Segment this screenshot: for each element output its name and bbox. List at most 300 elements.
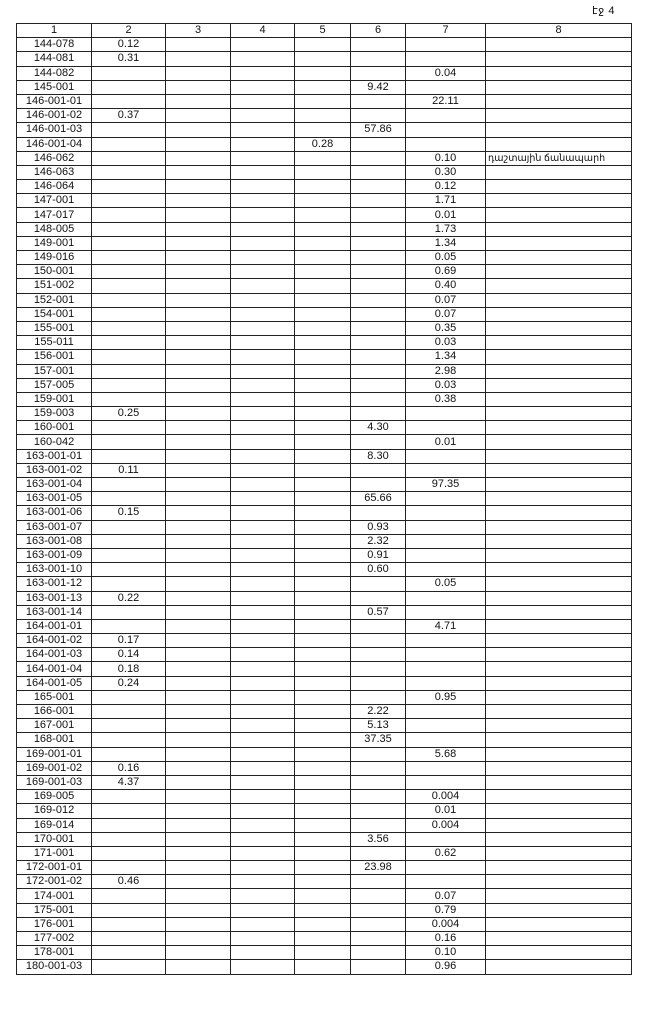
value-cell — [486, 903, 632, 917]
value-cell — [166, 407, 231, 421]
value-cell — [486, 733, 632, 747]
value-cell — [231, 790, 295, 804]
table-row — [17, 392, 632, 406]
value-cell: 0.91 — [351, 548, 406, 562]
parcel-code-cell: 163-001-06 — [17, 506, 92, 520]
value-cell — [486, 38, 632, 52]
value-cell — [486, 648, 632, 662]
value-cell — [92, 846, 166, 860]
value-cell — [295, 38, 351, 52]
value-cell — [166, 336, 231, 350]
value-cell — [295, 705, 351, 719]
parcel-code-cell: 178-001 — [17, 946, 92, 960]
value-cell — [351, 747, 406, 761]
value-cell — [295, 960, 351, 974]
value-cell — [486, 435, 632, 449]
value-cell — [486, 605, 632, 619]
value-cell — [295, 279, 351, 293]
value-cell — [351, 265, 406, 279]
table-row — [17, 591, 632, 605]
value-cell — [166, 733, 231, 747]
value-cell — [351, 506, 406, 520]
value-cell — [92, 619, 166, 633]
value-cell — [486, 293, 632, 307]
value-cell: 4.30 — [351, 421, 406, 435]
value-cell — [351, 208, 406, 222]
parcel-code-cell: 163-001-08 — [17, 534, 92, 548]
value-cell — [295, 563, 351, 577]
value-cell — [486, 137, 632, 151]
value-cell — [92, 719, 166, 733]
value-cell — [166, 463, 231, 477]
value-cell — [92, 449, 166, 463]
value-cell — [406, 38, 486, 52]
value-cell — [166, 236, 231, 250]
value-cell — [231, 747, 295, 761]
value-cell — [295, 520, 351, 534]
value-cell — [486, 775, 632, 789]
value-cell — [486, 563, 632, 577]
parcel-code-cell: 146-063 — [17, 165, 92, 179]
parcel-code-cell: 146-064 — [17, 180, 92, 194]
value-cell — [295, 506, 351, 520]
value-cell — [295, 775, 351, 789]
value-cell — [295, 818, 351, 832]
value-cell — [486, 804, 632, 818]
value-cell — [295, 861, 351, 875]
value-cell — [295, 832, 351, 846]
value-cell: 0.96 — [406, 960, 486, 974]
parcel-code-cell: 144-078 — [17, 38, 92, 52]
value-cell — [351, 804, 406, 818]
table-row — [17, 492, 632, 506]
value-cell: 5.13 — [351, 719, 406, 733]
value-cell — [486, 932, 632, 946]
value-cell — [166, 151, 231, 165]
value-cell — [351, 194, 406, 208]
value-cell — [231, 137, 295, 151]
value-cell — [351, 165, 406, 179]
value-cell — [166, 577, 231, 591]
value-cell — [486, 463, 632, 477]
value-cell — [166, 832, 231, 846]
value-cell — [295, 761, 351, 775]
value-cell — [166, 932, 231, 946]
value-cell — [295, 846, 351, 860]
table-row — [17, 208, 632, 222]
value-cell: 0.22 — [92, 591, 166, 605]
value-cell — [92, 222, 166, 236]
value-cell — [486, 534, 632, 548]
value-cell — [92, 94, 166, 108]
value-cell — [295, 591, 351, 605]
value-cell — [351, 392, 406, 406]
value-cell — [166, 520, 231, 534]
value-cell — [166, 605, 231, 619]
column-header: 2 — [92, 24, 166, 38]
parcel-code-cell: 155-001 — [17, 321, 92, 335]
value-cell — [92, 492, 166, 506]
value-cell — [166, 591, 231, 605]
table-row — [17, 534, 632, 548]
value-cell — [295, 407, 351, 421]
table-row — [17, 818, 632, 832]
value-cell — [295, 719, 351, 733]
value-cell — [166, 165, 231, 179]
table-row — [17, 378, 632, 392]
parcel-code-cell: 165-001 — [17, 690, 92, 704]
parcel-code-cell: 174-001 — [17, 889, 92, 903]
value-cell: 0.11 — [92, 463, 166, 477]
value-cell — [231, 648, 295, 662]
value-cell — [231, 194, 295, 208]
value-cell — [92, 279, 166, 293]
value-cell — [486, 662, 632, 676]
value-cell — [231, 364, 295, 378]
value-cell — [92, 392, 166, 406]
value-cell: 2.32 — [351, 534, 406, 548]
value-cell — [231, 336, 295, 350]
table-row — [17, 563, 632, 577]
value-cell — [295, 662, 351, 676]
column-header: 6 — [351, 24, 406, 38]
table-row — [17, 804, 632, 818]
value-cell — [295, 790, 351, 804]
value-cell — [231, 662, 295, 676]
value-cell — [351, 903, 406, 917]
value-cell: դաշտային ճանապարհ — [486, 151, 632, 165]
value-cell — [231, 889, 295, 903]
value-cell — [351, 94, 406, 108]
parcel-code-cell: 163-001-04 — [17, 478, 92, 492]
value-cell — [486, 222, 632, 236]
value-cell — [295, 946, 351, 960]
table-row — [17, 123, 632, 137]
value-cell — [92, 563, 166, 577]
value-cell: 0.24 — [92, 676, 166, 690]
table-row — [17, 520, 632, 534]
value-cell — [295, 251, 351, 265]
table-row — [17, 478, 632, 492]
value-cell — [406, 605, 486, 619]
value-cell: 0.40 — [406, 279, 486, 293]
value-cell: 0.10 — [406, 946, 486, 960]
table-row — [17, 66, 632, 80]
value-cell — [231, 818, 295, 832]
value-cell — [166, 960, 231, 974]
value-cell — [166, 946, 231, 960]
parcel-code-cell: 146-001-03 — [17, 123, 92, 137]
value-cell: 0.01 — [406, 435, 486, 449]
value-cell — [406, 421, 486, 435]
value-cell — [351, 960, 406, 974]
value-cell — [295, 903, 351, 917]
value-cell — [92, 435, 166, 449]
value-cell — [231, 563, 295, 577]
value-cell — [406, 662, 486, 676]
value-cell — [295, 932, 351, 946]
table-row — [17, 690, 632, 704]
value-cell — [166, 38, 231, 52]
value-cell — [166, 804, 231, 818]
value-cell — [486, 861, 632, 875]
value-cell: 0.07 — [406, 889, 486, 903]
value-cell — [295, 463, 351, 477]
value-cell — [295, 80, 351, 94]
value-cell — [166, 180, 231, 194]
value-cell — [351, 66, 406, 80]
value-cell: 57.86 — [351, 123, 406, 137]
value-cell — [166, 705, 231, 719]
value-cell — [486, 875, 632, 889]
value-cell — [486, 407, 632, 421]
value-cell — [92, 151, 166, 165]
table-row — [17, 548, 632, 562]
value-cell — [231, 492, 295, 506]
table-row — [17, 165, 632, 179]
value-cell — [166, 917, 231, 931]
value-cell: 0.07 — [406, 293, 486, 307]
value-cell — [166, 421, 231, 435]
value-cell: 2.22 — [351, 705, 406, 719]
value-cell: 0.05 — [406, 577, 486, 591]
value-cell — [166, 222, 231, 236]
value-cell — [406, 761, 486, 775]
value-cell — [166, 662, 231, 676]
value-cell — [231, 619, 295, 633]
value-cell — [486, 676, 632, 690]
value-cell — [166, 619, 231, 633]
value-cell: 0.69 — [406, 265, 486, 279]
header-row — [17, 24, 632, 38]
table-row — [17, 719, 632, 733]
value-cell — [486, 251, 632, 265]
parcel-code-cell: 169-014 — [17, 818, 92, 832]
value-cell — [406, 563, 486, 577]
value-cell — [92, 336, 166, 350]
value-cell: 0.31 — [92, 52, 166, 66]
value-cell — [92, 208, 166, 222]
value-cell — [486, 917, 632, 931]
table-row — [17, 506, 632, 520]
table-row — [17, 109, 632, 123]
value-cell — [486, 719, 632, 733]
value-cell — [231, 407, 295, 421]
value-cell: 0.07 — [406, 307, 486, 321]
value-cell — [231, 421, 295, 435]
value-cell — [92, 378, 166, 392]
parcel-code-cell: 145-001 — [17, 80, 92, 94]
value-cell — [92, 690, 166, 704]
table-row — [17, 137, 632, 151]
value-cell — [231, 208, 295, 222]
value-cell — [351, 478, 406, 492]
value-cell — [92, 123, 166, 137]
value-cell — [166, 350, 231, 364]
parcel-code-cell: 166-001 — [17, 705, 92, 719]
value-cell — [231, 265, 295, 279]
table-row — [17, 932, 632, 946]
value-cell: 5.68 — [406, 747, 486, 761]
value-cell — [406, 733, 486, 747]
value-cell — [92, 520, 166, 534]
value-cell — [295, 421, 351, 435]
value-cell — [166, 548, 231, 562]
parcel-code-cell: 171-001 — [17, 846, 92, 860]
value-cell — [295, 180, 351, 194]
value-cell — [486, 846, 632, 860]
value-cell — [486, 265, 632, 279]
value-cell — [295, 109, 351, 123]
value-cell — [166, 378, 231, 392]
parcel-code-cell: 146-001-02 — [17, 109, 92, 123]
value-cell — [295, 634, 351, 648]
value-cell — [166, 534, 231, 548]
value-cell — [295, 236, 351, 250]
value-cell — [406, 676, 486, 690]
value-cell — [486, 194, 632, 208]
table-row — [17, 350, 632, 364]
value-cell — [166, 123, 231, 137]
value-cell — [166, 747, 231, 761]
value-cell: 0.93 — [351, 520, 406, 534]
table-row — [17, 676, 632, 690]
parcel-code-cell: 147-017 — [17, 208, 92, 222]
value-cell — [166, 279, 231, 293]
value-cell — [351, 932, 406, 946]
parcel-code-cell: 144-081 — [17, 52, 92, 66]
value-cell — [166, 492, 231, 506]
value-cell — [92, 251, 166, 265]
parcel-code-cell: 163-001-09 — [17, 548, 92, 562]
value-cell: 0.004 — [406, 790, 486, 804]
value-cell — [295, 265, 351, 279]
value-cell — [92, 577, 166, 591]
parcel-code-cell: 144-082 — [17, 66, 92, 80]
value-cell — [295, 364, 351, 378]
value-cell — [231, 251, 295, 265]
value-cell — [231, 222, 295, 236]
column-header: 1 — [17, 24, 92, 38]
value-cell — [231, 321, 295, 335]
value-cell — [486, 790, 632, 804]
table-row — [17, 421, 632, 435]
value-cell — [166, 761, 231, 775]
value-cell — [166, 321, 231, 335]
parcel-code-cell: 149-016 — [17, 251, 92, 265]
parcel-code-cell: 164-001-04 — [17, 662, 92, 676]
value-cell — [166, 903, 231, 917]
value-cell — [406, 875, 486, 889]
value-cell — [92, 194, 166, 208]
value-cell: 0.17 — [92, 634, 166, 648]
value-cell — [406, 52, 486, 66]
value-cell — [92, 180, 166, 194]
table-row — [17, 577, 632, 591]
value-cell: 4.37 — [92, 775, 166, 789]
value-cell — [166, 648, 231, 662]
value-cell: 0.16 — [406, 932, 486, 946]
value-cell — [231, 151, 295, 165]
value-cell — [486, 80, 632, 94]
value-cell: 0.35 — [406, 321, 486, 335]
value-cell — [295, 194, 351, 208]
value-cell — [231, 180, 295, 194]
value-cell — [406, 123, 486, 137]
table-row — [17, 279, 632, 293]
value-cell — [166, 194, 231, 208]
value-cell: 0.37 — [92, 109, 166, 123]
column-header: 4 — [231, 24, 295, 38]
value-cell — [166, 889, 231, 903]
value-cell — [351, 775, 406, 789]
parcel-code-cell: 163-001-10 — [17, 563, 92, 577]
value-cell: 0.15 — [92, 506, 166, 520]
parcel-code-cell: 146-001-01 — [17, 94, 92, 108]
value-cell — [486, 449, 632, 463]
value-cell — [295, 548, 351, 562]
value-cell — [231, 66, 295, 80]
parcel-code-cell: 154-001 — [17, 307, 92, 321]
value-cell — [231, 960, 295, 974]
value-cell — [295, 52, 351, 66]
value-cell — [231, 392, 295, 406]
value-cell — [166, 775, 231, 789]
value-cell — [406, 520, 486, 534]
value-cell — [295, 577, 351, 591]
value-cell — [92, 548, 166, 562]
value-cell: 0.14 — [92, 648, 166, 662]
value-cell — [92, 861, 166, 875]
value-cell — [231, 236, 295, 250]
value-cell: 37.35 — [351, 733, 406, 747]
value-cell — [231, 804, 295, 818]
parcel-code-cell: 157-001 — [17, 364, 92, 378]
value-cell: 23.98 — [351, 861, 406, 875]
value-cell — [486, 832, 632, 846]
table-row — [17, 634, 632, 648]
parcel-code-cell: 148-005 — [17, 222, 92, 236]
value-cell — [486, 421, 632, 435]
parcel-code-cell: 155-011 — [17, 336, 92, 350]
value-cell — [486, 336, 632, 350]
value-cell — [486, 109, 632, 123]
parcel-code-cell: 159-001 — [17, 392, 92, 406]
value-cell — [231, 577, 295, 591]
value-cell — [406, 832, 486, 846]
value-cell — [166, 80, 231, 94]
value-cell — [92, 946, 166, 960]
table-row — [17, 662, 632, 676]
parcel-code-cell: 177-002 — [17, 932, 92, 946]
value-cell — [231, 38, 295, 52]
value-cell — [166, 846, 231, 860]
value-cell — [166, 109, 231, 123]
table-row — [17, 307, 632, 321]
parcel-code-cell: 151-002 — [17, 279, 92, 293]
value-cell — [406, 492, 486, 506]
value-cell — [351, 251, 406, 265]
column-header: 7 — [406, 24, 486, 38]
table-row — [17, 619, 632, 633]
value-cell — [231, 761, 295, 775]
parcel-code-cell: 163-001-01 — [17, 449, 92, 463]
table-row — [17, 605, 632, 619]
value-cell — [406, 407, 486, 421]
value-cell — [166, 634, 231, 648]
value-cell — [231, 506, 295, 520]
value-cell — [166, 719, 231, 733]
